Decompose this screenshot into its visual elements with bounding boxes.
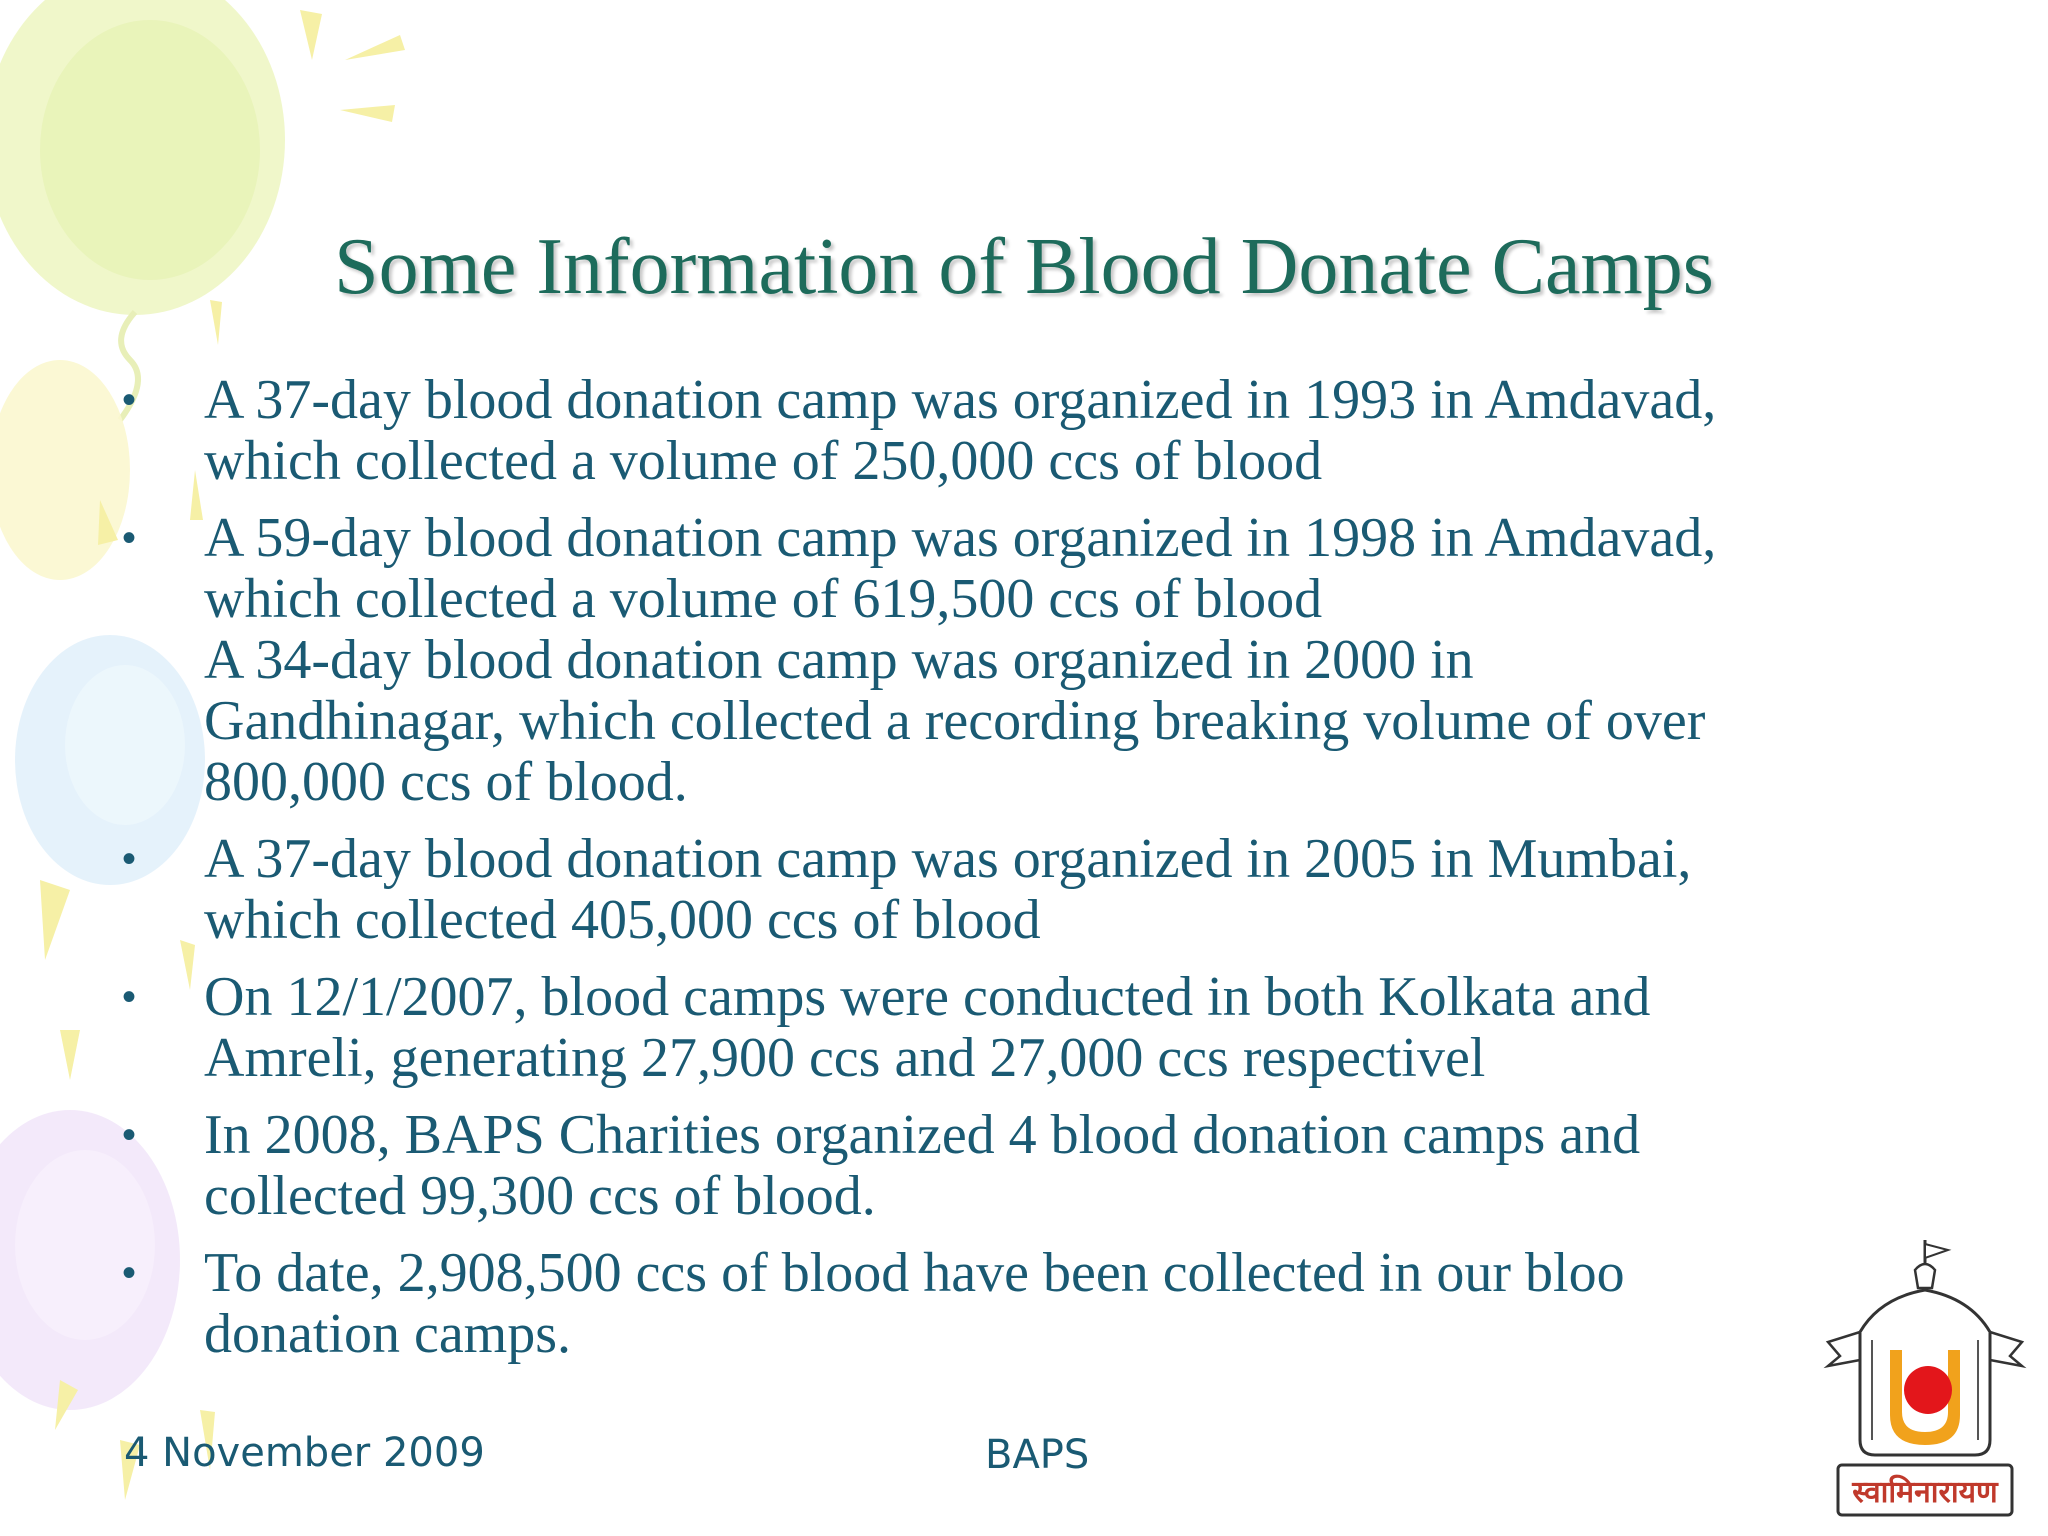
bullet-dot: • [122,516,137,560]
baps-emblem-icon [1820,1240,2030,1520]
bullet-list [122,370,1952,1381]
bullet-line: A 37-day blood donation camp was organized in 1993 in Amdavad, [204,369,1717,431]
bullet-line: which collected 405,000 ccs of blood [204,889,1041,951]
bullet-dot: • [122,1251,137,1295]
bullet-line: Amreli, generating 27,900 ccs and 27,000 ccs respectivel [204,1027,1486,1089]
bullet-line: which collected a volume of 250,000 ccs of blood [204,430,1323,492]
bullet-dot: • [122,1113,137,1157]
bullet-line: To date, 2,908,500 ccs of blood have been collected in our bloo [204,1242,1625,1304]
slide-title: Some Information of Blood Donate Camps [334,223,1714,311]
bullet-line: collected 99,300 ccs of blood. [204,1165,876,1227]
bullet-line: On 12/1/2007, blood camps were conducted in both Kolkata and [204,966,1651,1028]
bullet-item [122,829,1952,951]
bullet-line: donation camps. [204,1303,572,1365]
bullet-dot: • [122,378,137,422]
balloon-green-icon [0,0,285,420]
logo-text: स्वामिनारायण [1852,1475,1998,1510]
bullet-item [122,1243,1952,1365]
balloon-yellow-icon [0,360,130,580]
bullet-item [122,1105,1952,1227]
bullet-line: 800,000 ccs of blood. [204,751,688,813]
bullet-line: A 37-day blood donation camp was organized in 2005 in Mumbai, [204,828,1692,890]
bullet-line: which collected a volume of 619,500 ccs of blood [204,568,1323,630]
bullet-item [122,370,1952,492]
footer-org: BAPS [985,1432,1090,1478]
bullet-item [122,508,1952,813]
bullet-item [122,967,1952,1089]
bullet-line: In 2008, BAPS Charities organized 4 blood donation camps and [204,1104,1641,1166]
bullet-line: Gandhinagar, which collected a recording breaking volume of over [204,690,1706,752]
footer-date: 4 November 2009 [124,1430,485,1476]
bullet-dot: • [122,975,137,1019]
bullet-line: A 34-day blood donation camp was organized in 2000 in [204,629,1474,691]
bullet-line: A 59-day blood donation camp was organized in 1998 in Amdavad, [204,507,1717,569]
bullet-dot: • [122,837,137,881]
